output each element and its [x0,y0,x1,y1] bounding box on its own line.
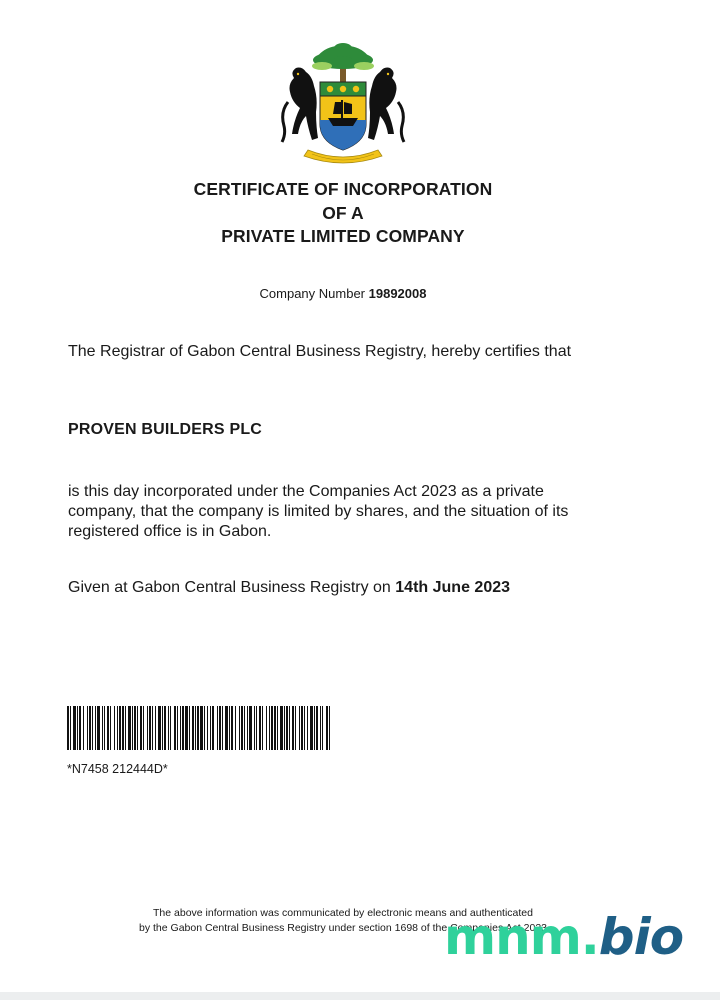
barcode-text: *N7458 212444D* [67,762,168,776]
given-at-label: Given at Gabon Central Business Registry on [68,579,391,596]
title-line-2: OF A [322,202,364,223]
watermark-part-2: bio [598,908,684,966]
incorporation-statement: is this day incorporated under the Companies Act 2023 as a private company, that the company is limited by shares, and the situation of its registered office is in Gabon. [68,483,569,540]
company-name: PROVEN BUILDERS PLC [68,421,263,438]
company-number-value: 19892008 [368,286,427,301]
title-line-1: CERTIFICATE OF INCORPORATION [193,179,493,199]
watermark-part-1: mnm. [444,908,599,966]
company-number-line [0,286,686,301]
barcode-icon [67,706,331,750]
company-number-label: Company Number [259,286,366,301]
footer-line-1: The above information was communicated by electronic means and authenticated [153,907,533,919]
gabon-coat-of-arms-icon [278,42,408,168]
footer-line-2: by the Gabon Central Business Registry under section 1698 of the Companies Act 2023 [139,921,547,934]
given-date: 14th June 2023 [395,579,511,596]
given-at-line [68,578,628,598]
watermark-logo [444,908,684,966]
certificate-title [0,178,686,249]
registrar-statement: The Registrar of Gabon Central Business Registry, hereby certifies that [68,343,572,360]
bottom-edge-bar [0,992,720,1000]
title-line-3: PRIVATE LIMITED COMPANY [221,226,465,246]
